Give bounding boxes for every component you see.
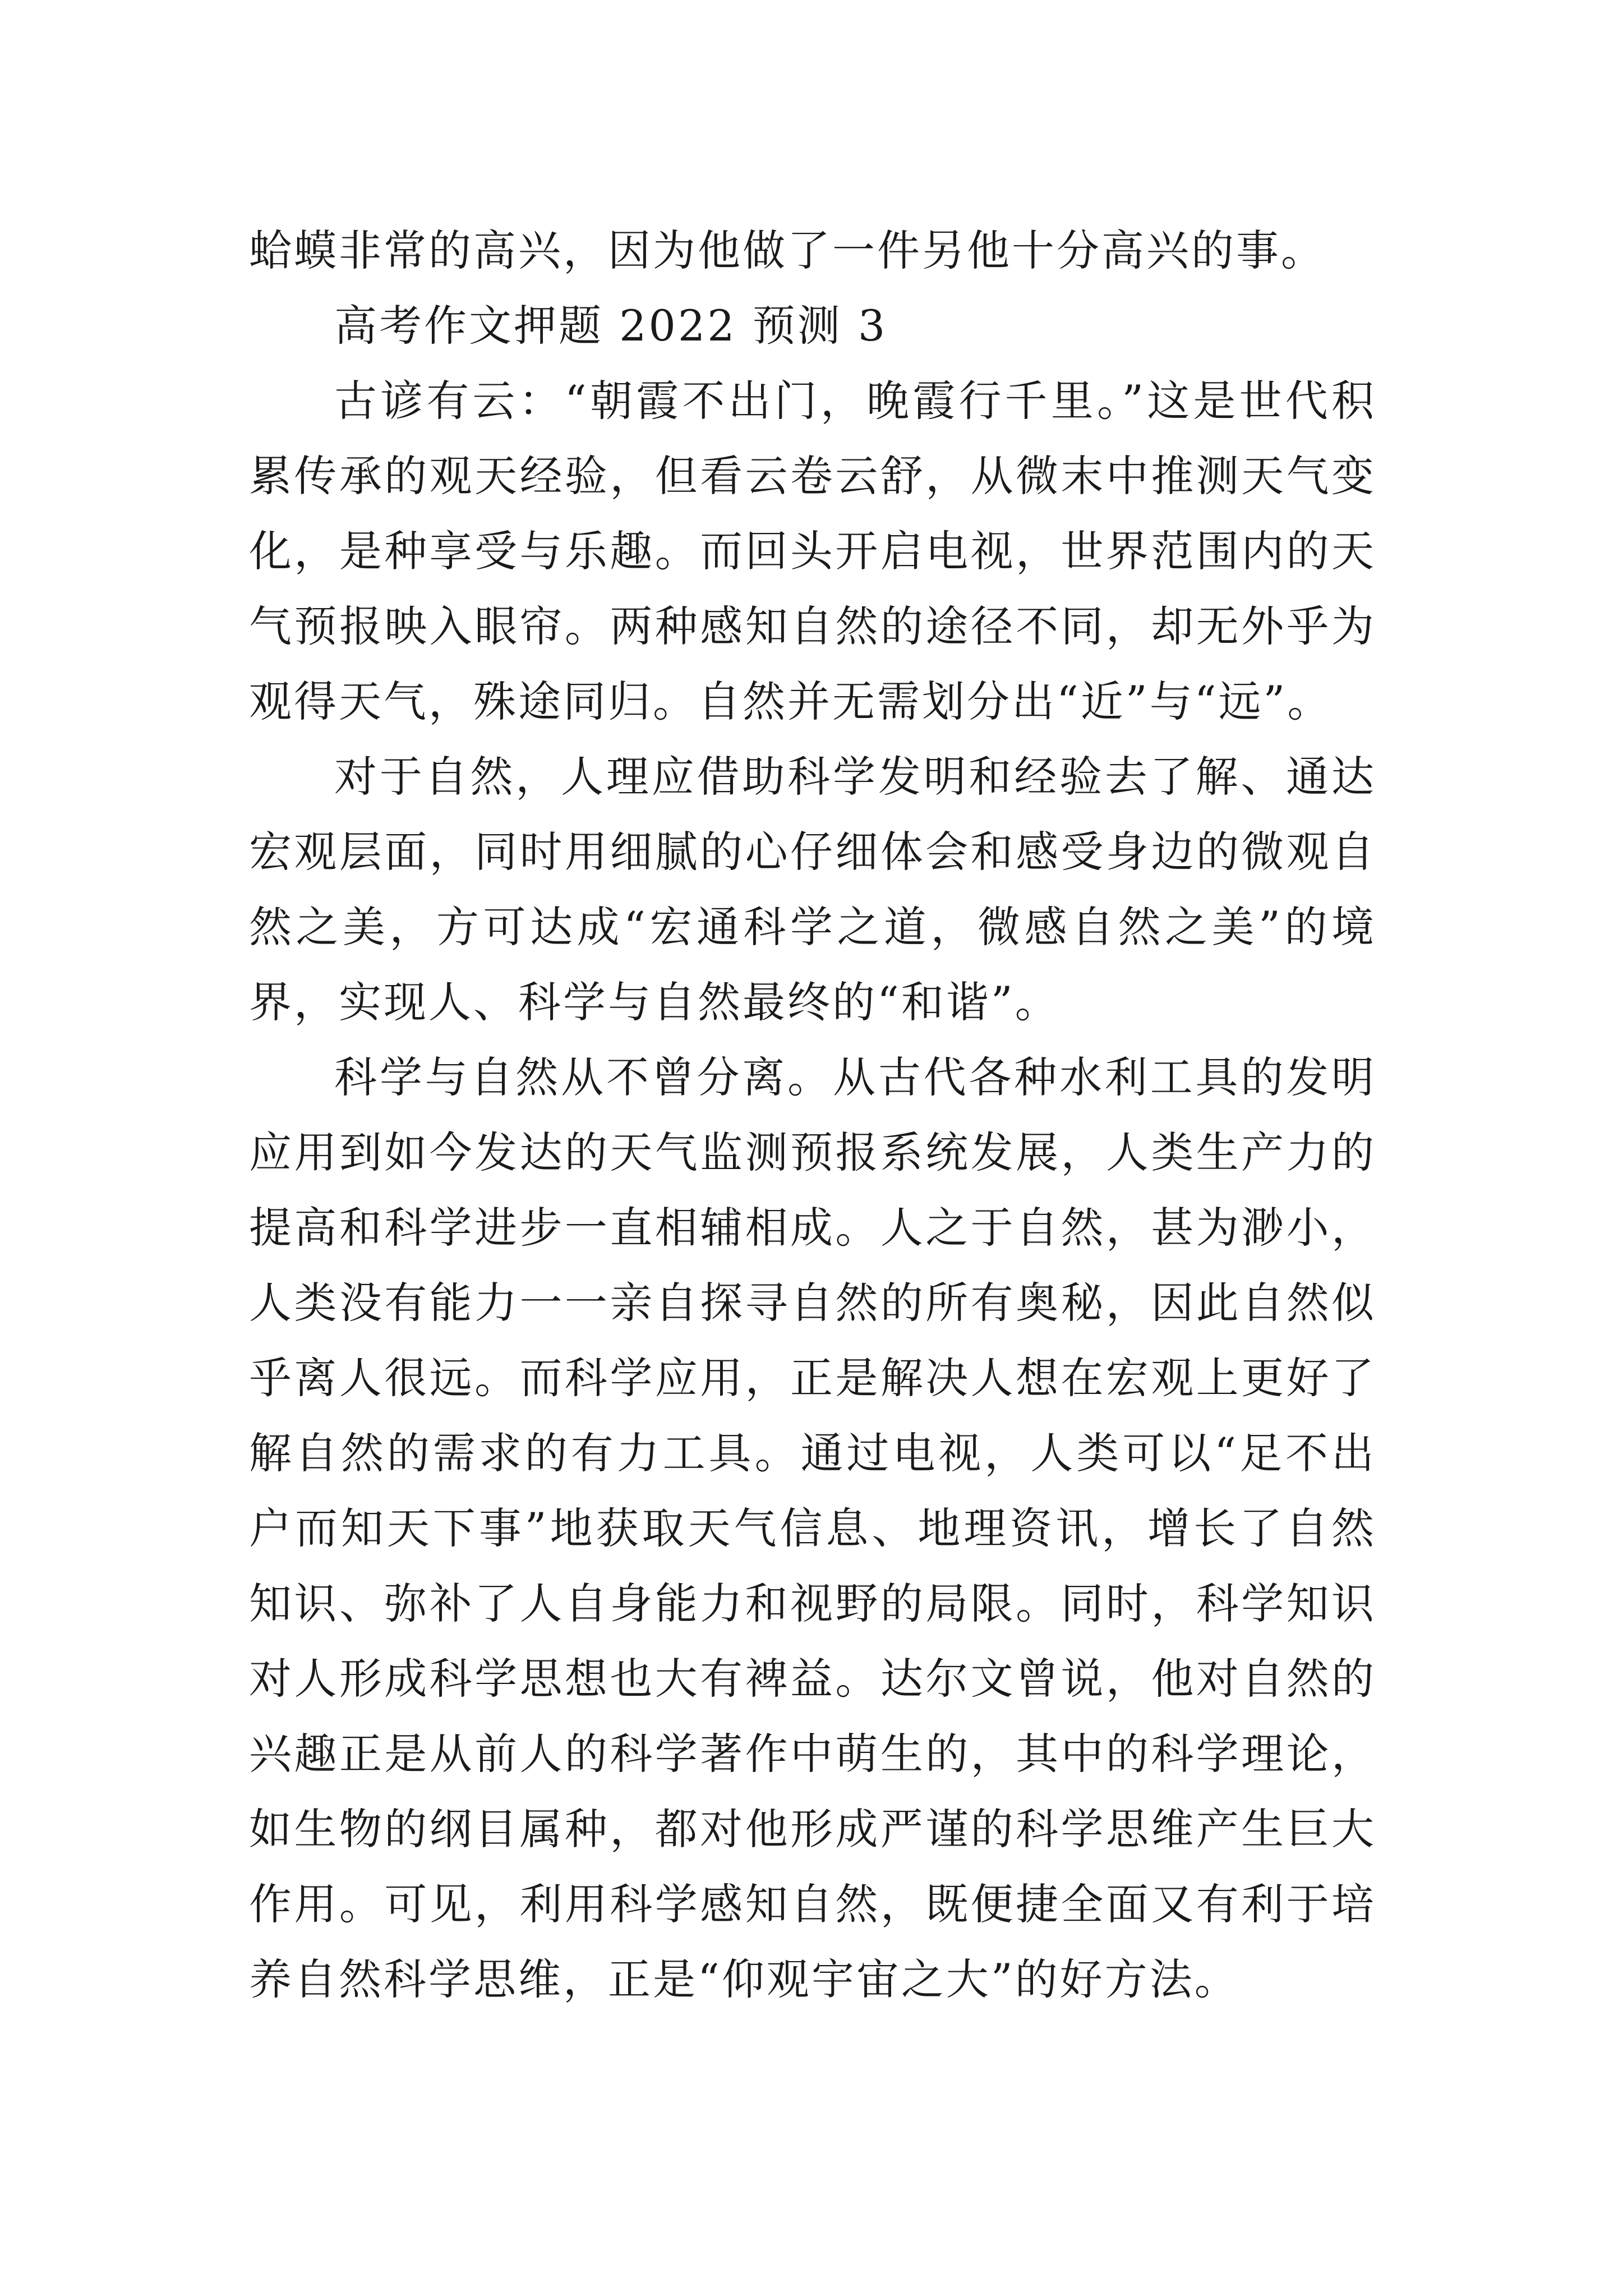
- paragraph-intro: 古谚有云：“朝霞不出门，晚霞行千里。”这是世代积累传承的观天经验，但看云卷云舒，从微末中推测天气变化，是种享受与乐趣。而回头开启电视，世界范围内的天气预报映入眼帘。两种感知自然的途径不同，却无外乎为观得天气，殊途同归。自然并无需划分出“近”与“远”。: [249, 376, 1376, 726]
- essay-title: 高考作文押题 2022 预测 3: [334, 301, 888, 351]
- paragraph-thesis: 对于自然，人理应借助科学发明和经验去了解、通达宏观层面，同时用细腻的心仔细体会和感受身边的微观自然之美，方可达成“宏通科学之道，微感自然之美”的境界，实现人、科学与自然最终的“和谐”。: [249, 752, 1376, 1027]
- essay-body: [249, 213, 1376, 2017]
- continuation-paragraph: 蛤蟆非常的高兴，因为他做了一件另他十分高兴的事。: [249, 226, 1326, 275]
- paragraph-science: 科学与自然从不曾分离。从古代各种水利工具的发明应用到如今发达的天气监测预报系统发展，人类生产力的提高和科学进步一直相辅相成。人之于自然，甚为渺小，人类没有能力一一亲自探寻自然的所有奥秘，因此自然似乎离人很远。而科学应用，正是解决人想在宏观上更好了解自然的需求的有力工具。通过电视，人类可以“足不出户而知天下事”地获取天气信息、地理资讯，增长了自然知识、弥补了人自身能力和视野的局限。同时，科学知识对人形成科学思想也大有裨益。达尔文曾说，他对自然的兴趣正是从前人的科学著作中萌生的，其中的科学理论，如生物的纲目属种，都对他形成严谨的科学思维产生巨大作用。可见，利用科学感知自然，既便捷全面又有利于培养自然科学思维，正是“仰观宇宙之大”的好方法。: [249, 1052, 1376, 2004]
